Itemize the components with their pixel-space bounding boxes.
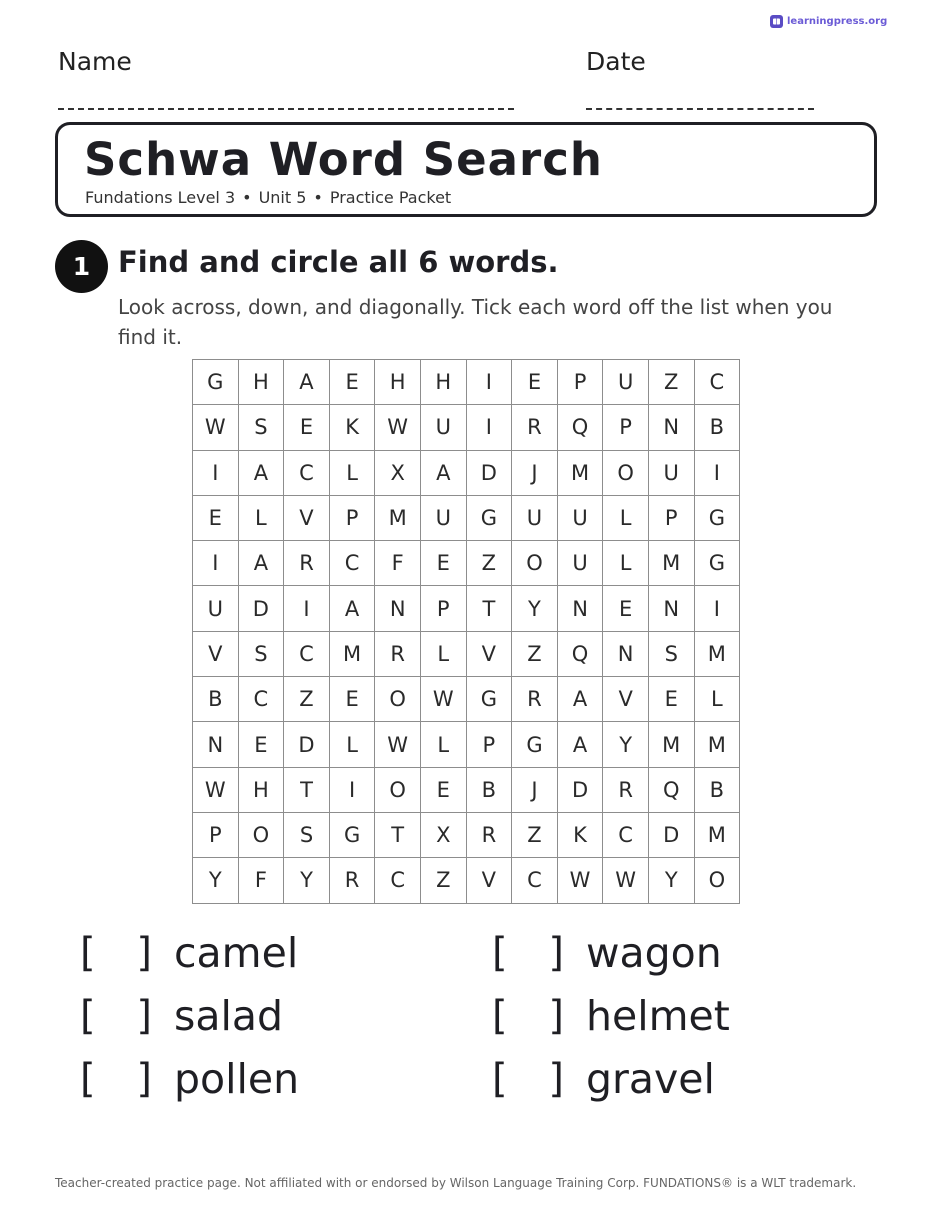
grid-letter-cell[interactable]: W [603, 858, 649, 903]
grid-row [193, 586, 740, 631]
brand-logo [770, 13, 887, 29]
grid-letter-cell[interactable]: L [238, 495, 284, 540]
grid-letter-cell[interactable]: U [648, 450, 694, 495]
word-label: salad [174, 992, 284, 1040]
checkbox-close-bracket: ] [136, 993, 152, 1039]
grid-letter-cell[interactable]: P [603, 405, 649, 450]
subtitle-unit: Unit 5 [258, 188, 307, 207]
word-checkbox[interactable] [492, 1056, 564, 1102]
word-list-item [80, 922, 298, 984]
grid-letter-cell[interactable]: B [466, 767, 512, 812]
grid-letter-cell[interactable]: Q [557, 631, 603, 676]
grid-letter-cell[interactable]: L [694, 677, 740, 722]
grid-letter-cell[interactable]: L [329, 450, 375, 495]
grid-letter-cell[interactable]: K [557, 812, 603, 857]
grid-letter-cell[interactable]: M [648, 541, 694, 586]
grid-letter-cell[interactable]: X [375, 450, 421, 495]
grid-letter-cell[interactable]: R [512, 405, 558, 450]
subtitle-separator: • [313, 188, 323, 207]
subtitle-packet: Practice Packet [329, 188, 452, 207]
grid-letter-cell[interactable]: Z [512, 812, 558, 857]
grid-letter-cell[interactable]: N [375, 586, 421, 631]
grid-letter-cell[interactable]: M [694, 812, 740, 857]
checkbox-close-bracket: ] [548, 1056, 564, 1102]
grid-letter-cell[interactable]: F [375, 541, 421, 586]
grid-letter-cell[interactable]: U [512, 495, 558, 540]
grid-letter-cell[interactable]: D [284, 722, 330, 767]
grid-letter-cell[interactable]: W [375, 405, 421, 450]
grid-letter-cell[interactable]: O [375, 767, 421, 812]
grid-letter-cell[interactable]: V [466, 631, 512, 676]
grid-letter-cell[interactable]: A [557, 677, 603, 722]
grid-letter-cell[interactable]: N [648, 405, 694, 450]
grid-letter-cell[interactable]: A [329, 586, 375, 631]
checkbox-close-bracket: ] [136, 930, 152, 976]
grid-letter-cell[interactable]: Y [512, 586, 558, 631]
grid-letter-cell[interactable]: A [557, 722, 603, 767]
grid-letter-cell[interactable]: E [193, 495, 239, 540]
grid-letter-cell[interactable]: E [284, 405, 330, 450]
checkbox-open-bracket: [ [80, 993, 96, 1039]
grid-letter-cell[interactable]: U [557, 541, 603, 586]
grid-letter-cell[interactable]: E [329, 360, 375, 405]
grid-letter-cell[interactable]: Z [284, 677, 330, 722]
grid-letter-cell[interactable]: W [557, 858, 603, 903]
grid-letter-cell[interactable]: T [375, 812, 421, 857]
date-line[interactable] [586, 108, 814, 110]
grid-letter-cell[interactable]: E [512, 360, 558, 405]
grid-letter-cell[interactable]: U [603, 360, 649, 405]
grid-row [193, 541, 740, 586]
grid-letter-cell[interactable]: L [420, 722, 466, 767]
grid-letter-cell[interactable]: I [466, 360, 512, 405]
grid-letter-cell[interactable]: Y [603, 722, 649, 767]
grid-letter-cell[interactable]: L [329, 722, 375, 767]
step-instructions: Look across, down, and diagonally. Tick each word off the list when you find it. [118, 295, 833, 349]
grid-letter-cell[interactable]: O [694, 858, 740, 903]
word-search-grid [192, 359, 740, 904]
grid-letter-cell[interactable]: Y [193, 858, 239, 903]
grid-letter-cell[interactable]: M [375, 495, 421, 540]
grid-letter-cell[interactable]: T [466, 586, 512, 631]
grid-letter-cell[interactable]: E [329, 677, 375, 722]
grid-letter-cell[interactable]: D [648, 812, 694, 857]
grid-letter-cell[interactable]: H [375, 360, 421, 405]
grid-letter-cell[interactable]: I [466, 405, 512, 450]
book-icon [770, 15, 783, 28]
grid-letter-cell[interactable]: J [512, 767, 558, 812]
grid-letter-cell[interactable]: I [694, 586, 740, 631]
grid-letter-cell[interactable]: Z [466, 541, 512, 586]
grid-letter-cell[interactable]: M [648, 722, 694, 767]
grid-letter-cell[interactable]: M [557, 450, 603, 495]
grid-letter-cell[interactable]: O [512, 541, 558, 586]
grid-letter-cell[interactable]: P [557, 360, 603, 405]
grid-letter-cell[interactable]: I [329, 767, 375, 812]
grid-letter-cell[interactable]: R [603, 767, 649, 812]
grid-letter-cell[interactable]: R [329, 858, 375, 903]
grid-letter-cell[interactable]: B [694, 405, 740, 450]
grid-row [193, 495, 740, 540]
grid-letter-cell[interactable]: P [193, 812, 239, 857]
grid-letter-cell[interactable]: R [512, 677, 558, 722]
brand-text: learningpress.org [787, 15, 888, 27]
grid-letter-cell[interactable]: T [284, 767, 330, 812]
grid-letter-cell[interactable]: P [329, 495, 375, 540]
grid-row [193, 722, 740, 767]
grid-letter-cell[interactable]: G [329, 812, 375, 857]
grid-letter-cell[interactable]: C [375, 858, 421, 903]
grid-letter-cell[interactable]: E [420, 541, 466, 586]
grid-letter-cell[interactable]: A [284, 360, 330, 405]
grid-letter-cell[interactable]: M [694, 631, 740, 676]
grid-letter-cell[interactable]: C [284, 450, 330, 495]
grid-letter-cell[interactable]: X [420, 812, 466, 857]
grid-letter-cell[interactable]: V [466, 858, 512, 903]
grid-letter-cell[interactable]: P [466, 722, 512, 767]
grid-letter-cell[interactable]: I [284, 586, 330, 631]
grid-row [193, 858, 740, 903]
grid-letter-cell[interactable]: C [284, 631, 330, 676]
word-list-item [80, 1048, 299, 1110]
grid-row [193, 405, 740, 450]
grid-letter-cell[interactable]: L [603, 495, 649, 540]
grid-letter-cell[interactable]: P [648, 495, 694, 540]
grid-letter-cell[interactable]: A [420, 450, 466, 495]
grid-letter-cell[interactable]: G [193, 360, 239, 405]
word-checkbox[interactable] [80, 993, 152, 1039]
grid-letter-cell[interactable]: U [420, 495, 466, 540]
grid-letter-cell[interactable]: U [557, 495, 603, 540]
grid-letter-cell[interactable]: W [193, 405, 239, 450]
grid-letter-cell[interactable]: P [420, 586, 466, 631]
word-checkbox[interactable] [80, 930, 152, 976]
grid-letter-cell[interactable]: L [420, 631, 466, 676]
grid-letter-cell[interactable]: V [284, 495, 330, 540]
grid-letter-cell[interactable]: S [238, 405, 284, 450]
word-checkbox[interactable] [492, 930, 564, 976]
grid-letter-cell[interactable]: G [466, 495, 512, 540]
page-subtitle [85, 188, 451, 207]
grid-row [193, 767, 740, 812]
grid-letter-cell[interactable]: W [420, 677, 466, 722]
word-label: wagon [586, 929, 722, 977]
grid-letter-cell[interactable]: C [694, 360, 740, 405]
grid-letter-cell[interactable]: M [329, 631, 375, 676]
checkbox-close-bracket: ] [548, 930, 564, 976]
grid-letter-cell[interactable]: N [648, 586, 694, 631]
grid-row [193, 812, 740, 857]
grid-letter-cell[interactable]: Z [512, 631, 558, 676]
grid-letter-cell[interactable]: Z [420, 858, 466, 903]
grid-letter-cell[interactable]: I [694, 450, 740, 495]
name-line[interactable] [58, 108, 514, 110]
grid-letter-cell[interactable]: F [238, 858, 284, 903]
grid-letter-cell[interactable]: H [420, 360, 466, 405]
grid-letter-cell[interactable]: N [603, 631, 649, 676]
page-title: Schwa Word Search [84, 133, 603, 186]
step-number-badge: 1 [55, 240, 108, 293]
grid-letter-cell[interactable]: J [512, 450, 558, 495]
word-list-item [492, 1048, 715, 1110]
word-checkbox[interactable] [492, 993, 564, 1039]
grid-row [193, 631, 740, 676]
subtitle-separator: • [242, 188, 252, 207]
grid-letter-cell[interactable]: C [603, 812, 649, 857]
grid-letter-cell[interactable]: R [466, 812, 512, 857]
grid-letter-cell[interactable]: V [603, 677, 649, 722]
grid-letter-cell[interactable]: W [375, 722, 421, 767]
word-label: camel [174, 929, 299, 977]
word-list-item [492, 985, 730, 1047]
grid-letter-cell[interactable]: W [193, 767, 239, 812]
grid-letter-cell[interactable]: S [284, 812, 330, 857]
grid-letter-cell[interactable]: E [648, 677, 694, 722]
checkbox-close-bracket: ] [548, 993, 564, 1039]
footer-disclaimer: Teacher-created practice page. Not affiliated with or endorsed by Wilson Language Training Corp. FUNDATIONS® is a WLT trademark. [55, 1176, 857, 1190]
grid-row [193, 450, 740, 495]
grid-letter-cell[interactable]: E [603, 586, 649, 631]
grid-letter-cell[interactable]: G [512, 722, 558, 767]
grid-letter-cell[interactable]: B [694, 767, 740, 812]
grid-letter-cell[interactable]: Q [557, 405, 603, 450]
checkbox-close-bracket: ] [136, 1056, 152, 1102]
date-label: Date [586, 47, 646, 76]
grid-row [193, 677, 740, 722]
grid-letter-cell[interactable]: D [238, 586, 284, 631]
checkbox-open-bracket: [ [80, 1056, 96, 1102]
grid-letter-cell[interactable]: O [238, 812, 284, 857]
checkbox-open-bracket: [ [492, 1056, 508, 1102]
name-label: Name [58, 47, 132, 76]
word-checkbox[interactable] [80, 1056, 152, 1102]
grid-letter-cell[interactable]: H [238, 360, 284, 405]
grid-letter-cell[interactable]: H [238, 767, 284, 812]
step-heading: Find and circle all 6 words. [118, 245, 559, 279]
grid-letter-cell[interactable]: S [648, 631, 694, 676]
grid-letter-cell[interactable]: O [375, 677, 421, 722]
grid-letter-cell[interactable]: U [193, 586, 239, 631]
grid-letter-cell[interactable]: R [284, 541, 330, 586]
title-box [55, 122, 877, 217]
grid-letter-cell[interactable]: O [603, 450, 649, 495]
grid-letter-cell[interactable]: K [329, 405, 375, 450]
grid-letter-cell[interactable]: A [238, 450, 284, 495]
word-list-item [492, 922, 722, 984]
grid-letter-cell[interactable]: C [238, 677, 284, 722]
grid-letter-cell[interactable]: I [193, 541, 239, 586]
grid-letter-cell[interactable]: B [193, 677, 239, 722]
grid-letter-cell[interactable]: G [466, 677, 512, 722]
grid-letter-cell[interactable]: Z [648, 360, 694, 405]
grid-letter-cell[interactable]: D [557, 767, 603, 812]
word-label: gravel [586, 1055, 715, 1103]
grid-row [193, 360, 740, 405]
word-label: helmet [586, 992, 730, 1040]
grid-letter-cell[interactable]: V [193, 631, 239, 676]
grid-letter-cell[interactable]: N [193, 722, 239, 767]
grid-letter-cell[interactable]: I [193, 450, 239, 495]
grid-letter-cell[interactable]: A [238, 541, 284, 586]
grid-letter-cell[interactable]: Y [648, 858, 694, 903]
grid-letter-cell[interactable]: G [694, 541, 740, 586]
grid-letter-cell[interactable]: C [329, 541, 375, 586]
subtitle-level: Fundations Level 3 [85, 188, 236, 207]
grid-letter-cell[interactable]: E [238, 722, 284, 767]
grid-letter-cell[interactable]: U [420, 405, 466, 450]
checkbox-open-bracket: [ [492, 993, 508, 1039]
grid-letter-cell[interactable]: C [512, 858, 558, 903]
grid-letter-cell[interactable]: Q [648, 767, 694, 812]
grid-letter-cell[interactable]: D [466, 450, 512, 495]
grid-letter-cell[interactable]: G [694, 495, 740, 540]
word-list-item [80, 985, 283, 1047]
word-label: pollen [174, 1055, 300, 1103]
grid-letter-cell[interactable]: M [694, 722, 740, 767]
grid-letter-cell[interactable]: R [375, 631, 421, 676]
checkbox-open-bracket: [ [492, 930, 508, 976]
checkbox-open-bracket: [ [80, 930, 96, 976]
grid-letter-cell[interactable]: S [238, 631, 284, 676]
grid-letter-cell[interactable]: N [557, 586, 603, 631]
grid-letter-cell[interactable]: L [603, 541, 649, 586]
grid-letter-cell[interactable]: E [420, 767, 466, 812]
grid-letter-cell[interactable]: Y [284, 858, 330, 903]
